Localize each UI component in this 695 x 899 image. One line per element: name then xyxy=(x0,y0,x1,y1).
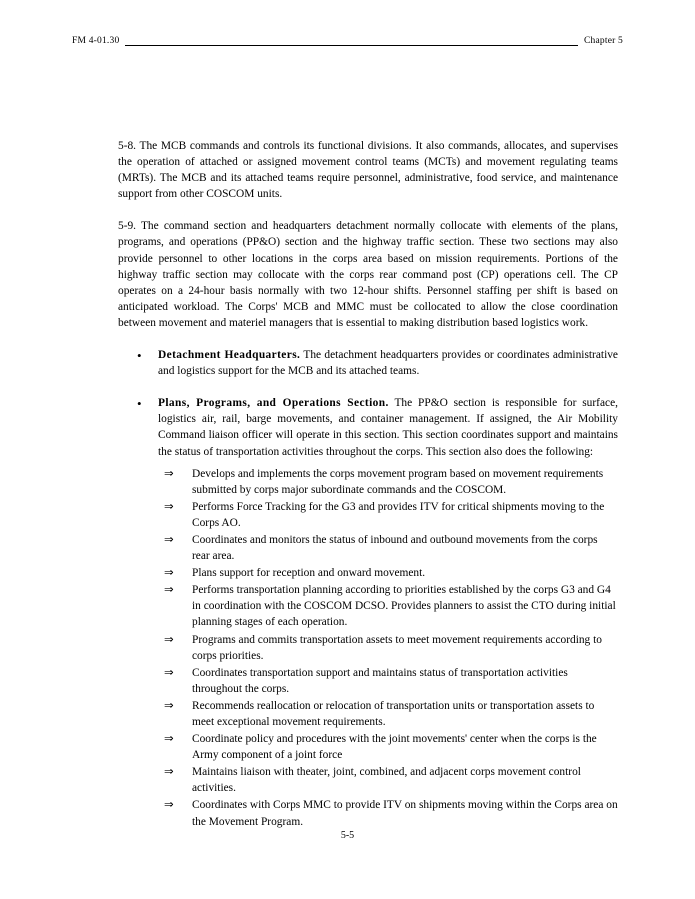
double-arrow-icon: ⇒ xyxy=(164,666,174,679)
page-number: 5-5 xyxy=(340,830,355,841)
list-item xyxy=(158,698,618,730)
double-arrow-icon: ⇒ xyxy=(164,766,174,779)
sub-item-text: Maintains liaison with theater, joint, combined, and adjacent corps movement control activities. xyxy=(192,766,581,795)
list-item xyxy=(158,632,618,664)
header-manual-number: FM 4-01.30 xyxy=(72,36,120,46)
double-arrow-icon: ⇒ xyxy=(164,633,174,646)
sub-list-ppo-duties xyxy=(158,466,618,830)
bullet-heading-detachment-headquarters: Detachment Headquarters. xyxy=(158,349,301,362)
sub-item-text: Performs transportation planning according to priorities established by the corps G3 and G4 in coordination with the COSCOM DCSO. Provides planners to assist the CTO during initial planning stages of each operation. xyxy=(192,584,616,629)
list-item xyxy=(158,582,618,630)
list-item xyxy=(158,665,618,697)
sub-item-text: Coordinates and monitors the status of inbound and outbound movements from the corps rear area. xyxy=(192,533,598,563)
double-arrow-icon: ⇒ xyxy=(164,699,174,712)
double-arrow-icon: ⇒ xyxy=(164,733,174,746)
page-body xyxy=(118,138,618,846)
bullet-heading-plans-programs-operations: Plans, Programs, and Operations Section. xyxy=(158,397,389,410)
bullet-dot-icon: • xyxy=(137,395,142,411)
double-arrow-icon: ⇒ xyxy=(164,467,174,480)
double-arrow-icon: ⇒ xyxy=(164,567,174,580)
bullet-dot-icon: • xyxy=(137,347,142,363)
list-item xyxy=(118,347,618,379)
sub-item-text: Programs and commits transportation assets to meet movement requirements according to corps priorities. xyxy=(192,633,602,662)
sub-item-text: Plans support for reception and onward movement. xyxy=(192,567,426,580)
list-item xyxy=(158,731,618,763)
sub-item-text: Develops and implements the corps movement program based on movement requirements submitted by corps major subordinate commands and the COSCOM. xyxy=(192,467,604,496)
list-item xyxy=(158,532,618,564)
bullet-text-plans-programs-operations: The PP&O section is responsible for surface, logistics air, rail, barge movements, and container management. If assigned, the Air Mobility Command liaison officer will operate in this section. This section coordinates support and maintains the status of transportation activities throughout the corps. This section also does the following: xyxy=(158,397,618,458)
paragraph-5-9: 5-9. The command section and headquarters detachment normally collocate with elements of the plans, programs, and operations (PP&O) section and the highway traffic section. These two sections may also provide personnel to other locations in the corps area based on mission requirements. Portions of the highway traffic section may collocate with the corps rear command post (CP) operations cell. The CP operates on a 24-hour basis normally with two 12-hour shifts. Personnel staffing per shift is based on anticipated workload. The Corps' MCB and MMC must be collocated to allow the close coordination between movement and materiel managers that is essential to making distribution based logistics work. xyxy=(118,220,618,329)
sub-item-text: Coordinates transportation support and maintains status of transportation activities throughout the corps. xyxy=(192,666,568,695)
page-header xyxy=(72,36,623,46)
list-item xyxy=(158,499,618,531)
list-item xyxy=(158,797,618,829)
sub-item-text: Coordinate policy and procedures with the joint movements' center when the corps is the Army component of a joint force xyxy=(192,733,597,762)
sub-item-text: Coordinates with Corps MMC to provide ITV on shipments moving within the Corps area on the Movement Program. xyxy=(192,799,618,828)
double-arrow-icon: ⇒ xyxy=(164,799,174,812)
paragraph-5-8: 5-8. The MCB commands and controls its functional divisions. It also commands, allocates, and supervises the operation of attached or assigned movement control teams (MCTs) and movement regulating teams (MRTs). The MCB and its attached teams require personnel, administrative, food service, and maintenance support from other COSCOM units. xyxy=(118,140,618,201)
header-rule xyxy=(125,38,578,46)
bullet-list xyxy=(118,347,618,830)
sub-item-text: Performs Force Tracking for the G3 and provides ITV for critical shipments moving to the Corps AO. xyxy=(192,500,605,529)
list-item xyxy=(158,466,618,498)
double-arrow-icon: ⇒ xyxy=(164,500,174,513)
sub-item-text: Recommends reallocation or relocation of transportation units or transportation assets to meet exceptional movement requirements. xyxy=(192,699,595,728)
list-item xyxy=(118,395,618,829)
header-chapter-label: Chapter 5 xyxy=(584,36,623,46)
double-arrow-icon: ⇒ xyxy=(164,533,174,546)
bullet-text-detachment-headquarters: The detachment headquarters provides or coordinates administrative and logistics support for the MCB and its attached teams. xyxy=(158,349,618,378)
page-footer xyxy=(0,830,695,841)
list-item xyxy=(158,764,618,796)
list-item xyxy=(158,565,618,581)
double-arrow-icon: ⇒ xyxy=(164,584,174,597)
